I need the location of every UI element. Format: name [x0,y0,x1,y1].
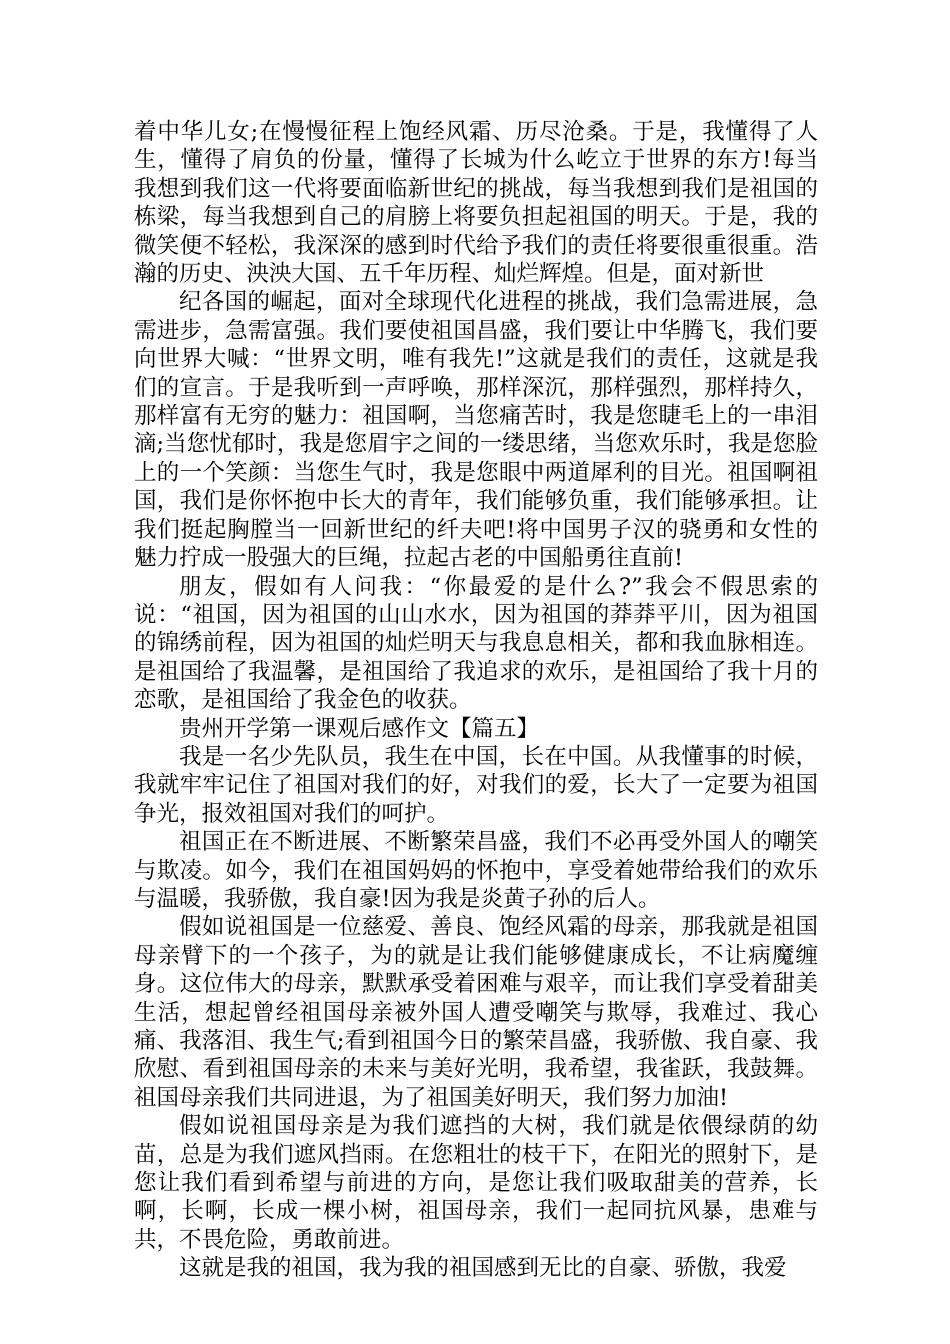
paragraph-6: 祖国正在不断进展、不断繁荣昌盛，我们不必再受外国人的嘲笑与欺凌。如今，我们在祖国妈妈的怀抱中，享受着她带给我们的欢乐与温暖，我骄傲，我自豪!因为我是炎黄子孙的后人。 [134,829,818,912]
paragraph-3: 朋友，假如有人问我：“你最爱的是什么?”我会不假思索的说：“祖国，因为祖国的山山水水，因为祖国的莽莽平川，因为祖国的锦绣前程，因为祖国的灿烂明天与我息息相关，都和我血脉相连。是祖国给了我温馨，是祖国给了我追求的欢乐，是祖国给了我十月的恋歌，是祖国给了我金色的收获。 [134,573,818,714]
section-heading: 贵州开学第一课观后感作文【篇五】 [179,715,540,742]
paragraph-9: 这就是我的祖国，我为我的祖国感到无比的自豪、骄傲，我爱 [179,1255,787,1282]
paragraph-7: 假如说祖国是一位慈爱、善良、饱经风霜的母亲，那我就是祖国母亲臂下的一个孩子，为的就是让我们能够健康成长，不让病魔缠身。这位伟大的母亲，默默承受着困难与艰辛，而让我们享受着甜美生活，想起曾经祖国母亲被外国人遭受嘲笑与欺辱，我难过、我心痛、我落泪、我生气;看到祖国今日的繁荣昌盛，我骄傲、我自豪、我欣慰、看到祖国母亲的未来与美好光明，我希望，我雀跃，我鼓舞。祖国母亲我们共同进退，为了祖国美好明天，我们努力加油! [134,914,818,1111]
document-page [134,118,818,1283]
paragraph-5: 我是一名少先队员，我生在中国，长在中国。从我懂事的时候，我就牢牢记住了祖国对我们的好，对我们的爱，长大了一定要为祖国争光，报效祖国对我们的呵护。 [134,743,818,827]
paragraph-1: 着中华儿女;在慢慢征程上饱经风霜、历尽沧桑。于是，我懂得了人生，懂得了肩负的份量，懂得了长城为什么屹立于世界的东方!每当我想到我们这一代将要面临新世纪的挑战，每当我想到我们是祖国的栋梁，每当我想到自己的肩膀上将要负担起祖国的明天。于是，我的微笑便不轻松，我深深的感到时代给予我们的责任将要很重很重。浩瀚的历史、泱泱大国、五千年历程、灿烂辉煌。但是，面对新世 [134,119,818,288]
paragraph-2: 纪各国的崛起，面对全球现代化进程的挑战，我们急需进展，急需进步，急需富强。我们要使祖国昌盛，我们要让中华腾飞，我们要向世界大喊：“世界文明，唯有我先!”这就是我们的责任，这就是我们的宣言。于是我听到一声呼唤，那样深沉，那样强烈，那样持久，那样富有无穷的魅力：祖国啊，当您痛苦时，我是您睫毛上的一串泪滴;当您忧郁时，我是您眉宇之间的一缕思绪，当您欢乐时，我是您脸上的一个笑颜：当您生气时，我是您眼中两道犀利的目光。祖国啊祖国，我们是你怀抱中长大的青年，我们能够负重，我们能够承担。让我们挺起胸膛当一回新世纪的纤夫吧!将中国男子汉的骁勇和女性的魅力拧成一股强大的巨绳，拉起古老的中国船勇往直前! [134,289,818,572]
paragraph-8: 假如说祖国母亲是为我们遮挡的大树，我们就是依偎绿荫的幼苗，总是为我们遮风挡雨。在您粗壮的枝干下，在阳光的照射下，是您让我们看到希望与前进的方向，是您让我们吸取甜美的营养，长啊，长啊，长成一棵小树，祖国母亲，我们一起同抗风暴，患难与共，不畏危险，勇敢前进。 [134,1113,818,1253]
